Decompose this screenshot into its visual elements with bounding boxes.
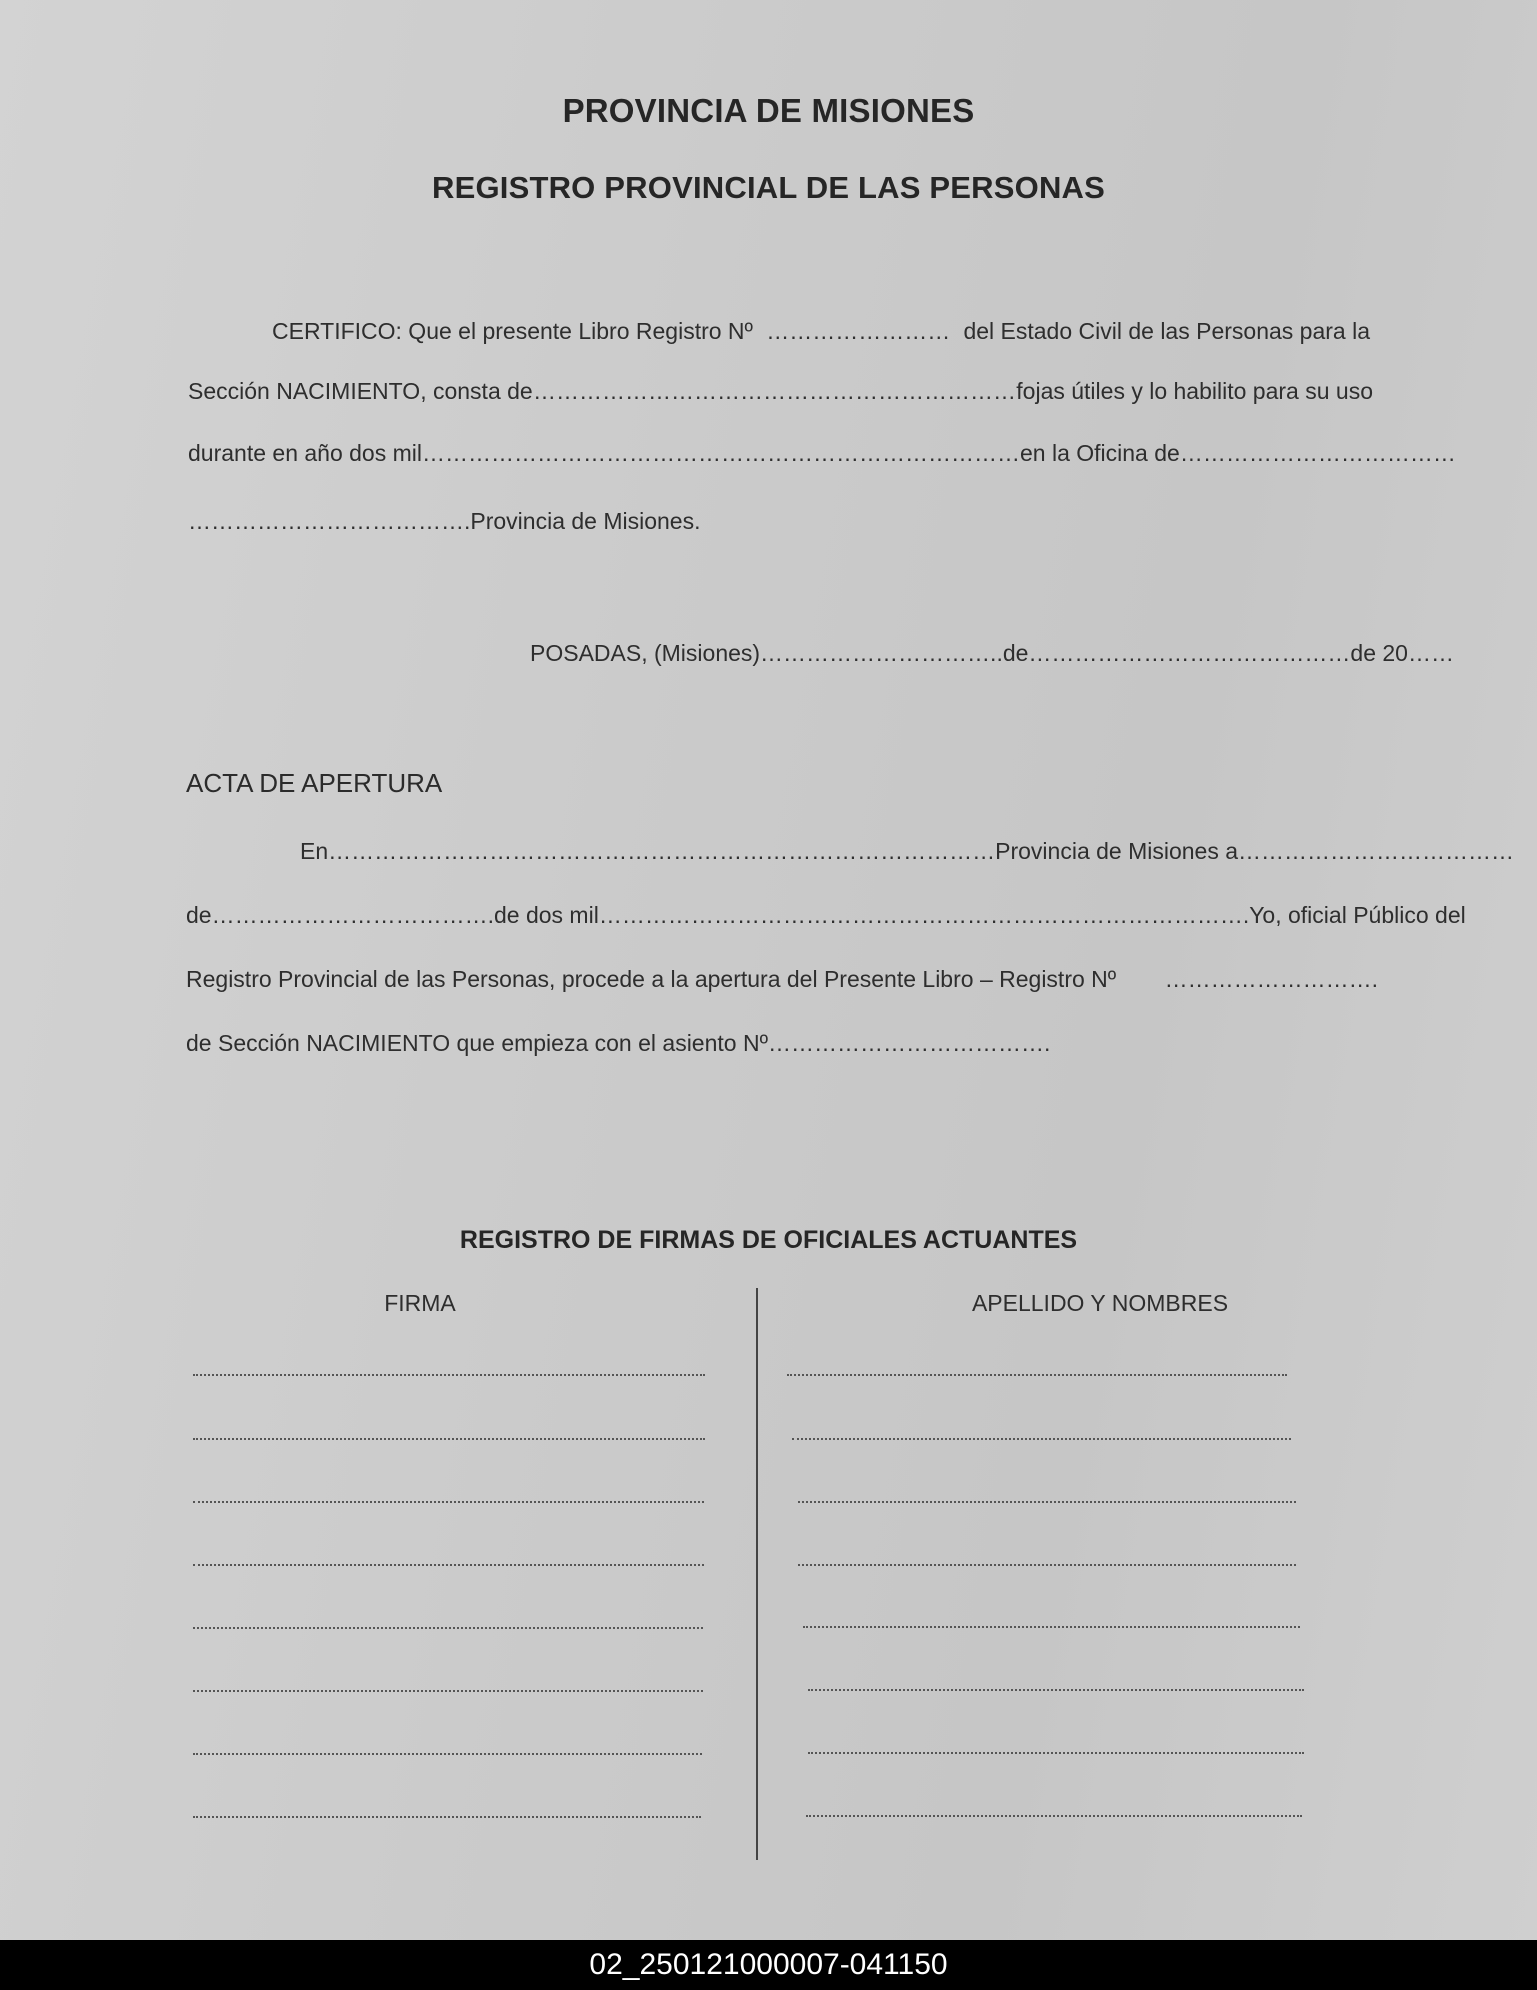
- col-firma-header: FIRMA: [384, 1290, 456, 1316]
- firmas-title: REGISTRO DE FIRMAS DE OFICIALES ACTUANTES: [459, 1226, 1078, 1254]
- column-divider: [756, 1288, 758, 1860]
- certificado-line-3: [188, 440, 1456, 467]
- fecha-posadas: POSADAS, (Misiones)…………………………..de……………………………………de 20……: [530, 640, 1454, 666]
- certificado-line-4: ……………………………….Provincia de Misiones.: [188, 508, 701, 534]
- firma-line[interactable]: [193, 1372, 705, 1376]
- province-title: PROVINCIA DE MISIONES: [562, 92, 975, 129]
- col-nombres-header: APELLIDO Y NOMBRES: [971, 1290, 1229, 1316]
- acta-line-3: [186, 966, 1378, 993]
- acta-text-2a: de: [186, 902, 212, 928]
- nombre-line[interactable]: [808, 1750, 1304, 1754]
- certificado-text-1c: del Estado Civil de las Personas para la: [963, 318, 1370, 344]
- libro-numero-field[interactable]: ……………………: [766, 318, 951, 344]
- acta-line-4: de Sección NACIMIENTO que empieza con el asiento Nº……………………………….: [186, 1030, 1051, 1056]
- firma-line[interactable]: [193, 1814, 701, 1818]
- firma-line[interactable]: [193, 1625, 703, 1629]
- anio-apertura-field[interactable]: ………………………………………………………………………….: [598, 902, 1250, 928]
- acta-text-2d: Yo, oficial Público del: [1249, 902, 1466, 928]
- oficina-field[interactable]: ………………………………: [1179, 440, 1456, 466]
- certificado-text-2a: Sección NACIMIENTO, consta de: [188, 378, 533, 404]
- nombre-line[interactable]: [803, 1624, 1300, 1628]
- certificado-line-1: [272, 318, 1370, 345]
- certificado-text-3a: durante en año dos mil: [188, 440, 422, 466]
- certificado-text-1a: CERTIFICO: Que el presente Libro Registro Nº: [272, 318, 753, 344]
- nombre-line[interactable]: [792, 1436, 1291, 1440]
- certificado-text-3c: en la Oficina de: [1020, 440, 1180, 466]
- nombre-line[interactable]: [787, 1372, 1287, 1376]
- anio-field[interactable]: ……………………………………………………………………: [422, 440, 1020, 466]
- acta-line-2: [186, 902, 1466, 929]
- acta-line-1: [300, 838, 1515, 865]
- mes-field[interactable]: ……………………………….de dos mil: [211, 902, 599, 928]
- nombre-line[interactable]: [808, 1687, 1304, 1691]
- certificado-text-2c: fojas útiles y lo habilito para su uso: [1016, 378, 1373, 404]
- nombre-line[interactable]: [806, 1813, 1302, 1817]
- nombre-line[interactable]: [798, 1499, 1296, 1503]
- nombre-line[interactable]: [798, 1562, 1296, 1566]
- firma-line[interactable]: [193, 1436, 705, 1440]
- dia-field[interactable]: ………………………………: [1238, 838, 1515, 864]
- firma-line[interactable]: [193, 1499, 704, 1503]
- certificado-line-2: [188, 378, 1373, 405]
- firma-line[interactable]: [193, 1751, 702, 1755]
- acta-text-1a: En: [300, 838, 329, 864]
- acta-text-3a: Registro Provincial de las Personas, procede a la apertura del Presente Libro – Registro Nº: [186, 966, 1117, 992]
- acta-text-1c: Provincia de Misiones a: [995, 838, 1239, 864]
- lugar-field[interactable]: ……………………………………………………………………………: [328, 838, 996, 864]
- scan-code-bar: 02_250121000007-041150: [0, 1940, 1537, 1990]
- firma-line[interactable]: [193, 1688, 703, 1692]
- registro-numero-field[interactable]: ……………………….: [1164, 966, 1378, 992]
- firma-line[interactable]: [193, 1562, 704, 1566]
- registry-title: REGISTRO PROVINCIAL DE LAS PERSONAS: [431, 170, 1105, 205]
- acta-heading: ACTA DE APERTURA: [186, 768, 443, 798]
- fojas-field[interactable]: ………………………………………………………: [533, 378, 1016, 404]
